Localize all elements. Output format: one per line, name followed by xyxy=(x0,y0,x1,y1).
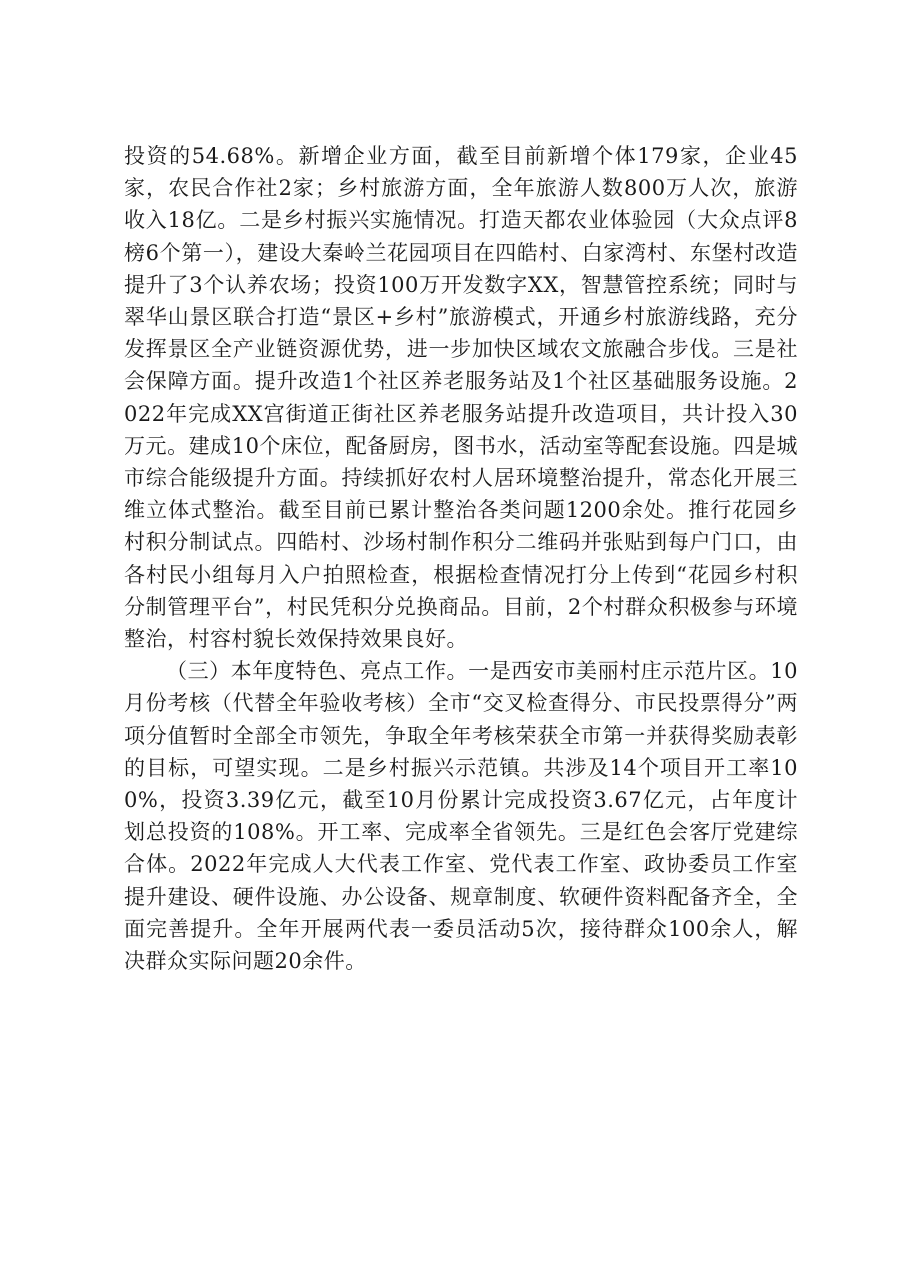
paragraph-continued: 投资的54.68%。新增企业方面，截至目前新增个体179家，企业45家，农民合作社2家；乡村旅游方面，全年旅游人数800万人次，旅游收入18亿。二是乡村振兴实施情况。打造天都农业体验园（大众点评8榜6个第一），建设大秦岭兰花园项目在四皓村、白家湾村、东堡村改造提升了3个认养农场；投资100万开发数字XX，智慧管控系统；同时与翠华山景区联合打造“景区+乡村”旅游模式，开通乡村旅游线路，充分发挥景区全产业链资源优势，进一步加快区域农文旅融合步伐。三是社会保障方面。提升改造1个社区养老服务站及1个社区基础服务设施。2022年完成XX宫街道正街社区养老服务站提升改造项目，共计投入30万元。建成10个床位，配备厨房，图书水，活动室等配套设施。四是城市综合能级提升方面。持续抓好农村人居环境整治提升，常态化开展三维立体式整治。截至目前已累计整治各类问题1200余处。推行花园乡村积分制试点。四皓村、沙场村制作积分二维码并张贴到每户门口，由各村民小组每月入户拍照检查，根据检查情况打分上传到“花园乡村积分制管理平台”，村民凭积分兑换商品。目前，2个村群众积极参与环境整治，村容村貌长效保持效果良好。 xyxy=(124,144,798,652)
document-body xyxy=(124,140,798,977)
paragraph-section-three: （三）本年度特色、亮点工作。一是西安市美丽村庄示范片区。10月份考核（代替全年验收考核）全市“交叉检查得分、市民投票得分”两项分值暂时全部全市领先，争取全年考核荣获全市第一并获得奖励表彰的目标，可望实现。二是乡村振兴示范镇。共涉及14个项目开工率100%，投资3.39亿元，截至10月份累计完成投资3.67亿元，占年度计划总投资的108%。开工率、完成率全省领先。三是红色会客厅党建综合体。2022年完成人大代表工作室、党代表工作室、政协委员工作室提升建设、硬件设施、办公设备、规章制度、软硬件资料配备齐全，全面完善提升。全年开展两代表一委员活动5次，接待群众100余人，解决群众实际问题20余件。 xyxy=(124,659,798,974)
